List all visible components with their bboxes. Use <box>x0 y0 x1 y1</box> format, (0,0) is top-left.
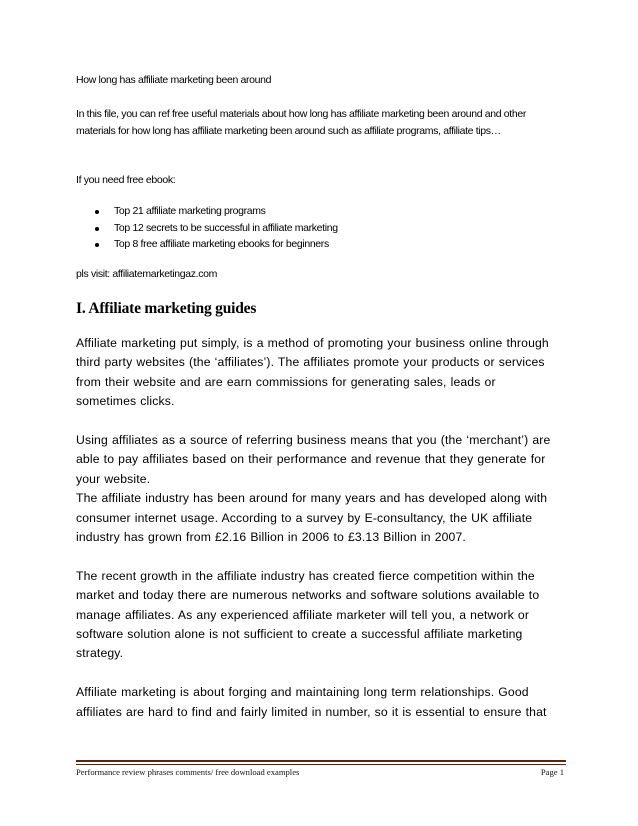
visit-link-text: pls visit: affiliatemarketingaz.com <box>76 268 218 280</box>
footer-text: Performance review phrases comments/ free download examples <box>76 767 300 777</box>
list-item-label: Top 8 free affiliate marketing ebooks for beginners <box>114 238 329 250</box>
body-paragraph: Affiliate marketing put simply, is a method of promoting your business online through third party websites (the ‘affiliates’). The affiliates promote your products or services from their website and are earn commissions for generating sales, leads or sometimes clicks. <box>76 336 549 409</box>
body-paragraph: The affiliate industry has been around for many years and has developed along with consumer internet usage. According to a survey by E-consultancy, the UK affiliate industry has grown from £2.16 Billion in 2006 to £3.13 Billion in 2007. <box>76 491 548 545</box>
body-paragraph: Affiliate marketing is about forging and maintaining long term relationships. Good affiliates are hard to find and fairly limited in number, so it is essential to ensure that <box>76 685 547 719</box>
section-heading: I. Affiliate marketing guides <box>76 300 257 317</box>
ebook-prompt: If you need free ebook: <box>76 174 176 186</box>
footer-divider <box>76 760 566 762</box>
intro-paragraph: In this file, you can ref free useful materials about how long has affiliate marketing been around and other materials for how long has affiliate marketing been around such as affiliate programs, affiliate tips… <box>76 108 526 137</box>
list-item <box>76 220 566 237</box>
document-title: How long has affiliate marketing been around <box>76 74 272 86</box>
list-item-label: Top 21 affiliate marketing programs <box>114 205 266 217</box>
bullet-icon <box>95 243 99 247</box>
page-number: Page 1 <box>540 767 564 777</box>
body-paragraph: The recent growth in the affiliate industry has created fierce competition within the market and today there are numerous networks and software solutions available to manage affiliates. As any experienced affiliate marketer will tell you, a network or software solution alone is not sufficient to create a successful affiliate marketing strategy. <box>76 568 540 661</box>
bullet-icon <box>95 227 99 231</box>
footer-divider-thin <box>76 764 566 765</box>
body-paragraph: Using affiliates as a source of referring business means that you (the ‘merchant’) are able to pay affiliates based on their performance and revenue that they generate for your website. <box>76 433 551 486</box>
list-item <box>76 203 566 220</box>
ebook-list <box>76 203 566 253</box>
list-item <box>76 236 566 253</box>
list-item-label: Top 12 secrets to be successful in affiliate marketing <box>114 221 338 234</box>
bullet-icon <box>95 210 99 214</box>
section-body <box>76 334 554 722</box>
